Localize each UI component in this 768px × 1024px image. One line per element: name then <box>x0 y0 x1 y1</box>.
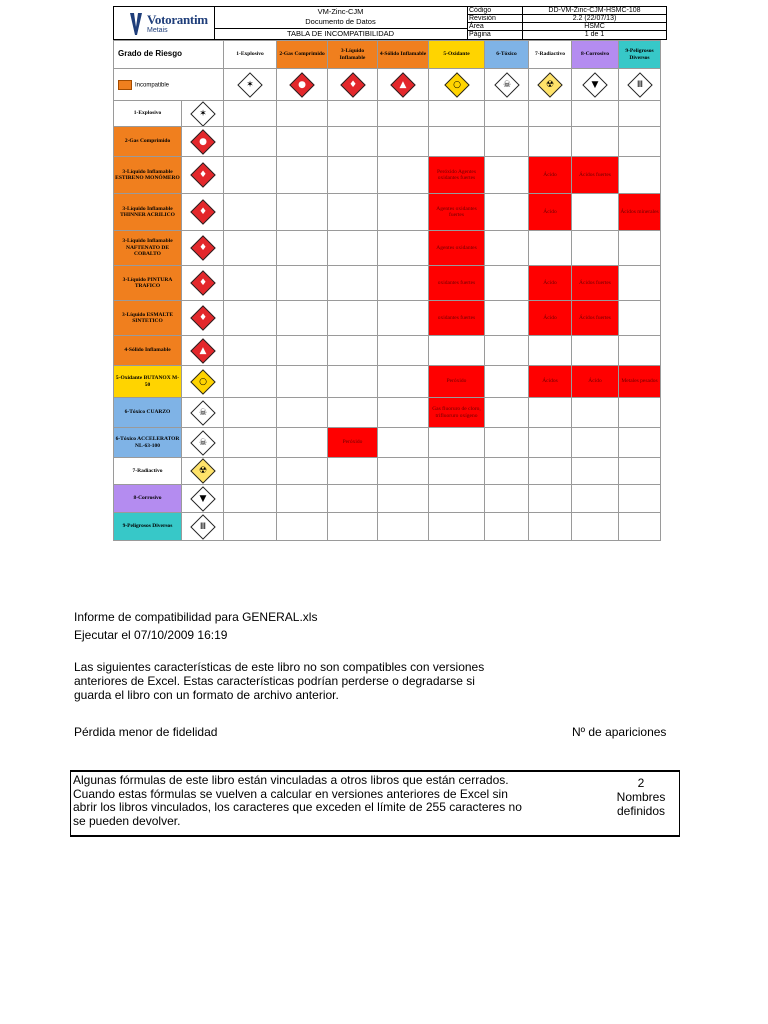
doc-title: TABLA DE INCOMPATIBILIDAD <box>214 28 467 39</box>
row-label: 1-Explosivo <box>114 101 182 127</box>
explosive-icon: ✶ <box>237 72 262 97</box>
grid-cell <box>224 231 277 266</box>
grid-cell <box>328 301 378 336</box>
votorantim-logo-icon <box>130 13 142 35</box>
grid-cell <box>328 336 378 366</box>
table-row <box>114 127 661 157</box>
column-header: 1-Explosivo <box>224 41 277 69</box>
row-label: 3-Líquido PINTURA TRAFICO <box>114 266 182 301</box>
grid-cell <box>485 336 529 366</box>
grid-cell <box>328 194 378 231</box>
meta-value: 2.2 (22/07/13) <box>572 15 617 22</box>
grid-cell <box>529 428 572 458</box>
grid-cell: Ácido <box>529 157 572 194</box>
grid-cell <box>619 101 661 127</box>
grid-cell <box>378 231 429 266</box>
grid-cell <box>277 366 328 398</box>
misc-hazard-icon: Ⅲ <box>627 72 652 97</box>
row-label: 3-Líquido Inflamable NAFTENATO DE COBALTO <box>114 231 182 266</box>
column-icon-cell <box>485 69 529 101</box>
grid-cell <box>378 428 429 458</box>
column-icon-cell <box>429 69 485 101</box>
header-meta <box>467 7 666 39</box>
grid-cell <box>529 336 572 366</box>
grid-cell <box>619 428 661 458</box>
report-intro: Las siguientes características de este libro no son compatibles con versiones anteriores de Excel. Estas características podrían perderse o degradarse si guarda el libro con un formato de archivo anterior. <box>74 660 485 702</box>
row-icon-cell <box>182 127 224 157</box>
grid-cell <box>378 458 429 485</box>
explosive-icon: ✶ <box>190 101 215 126</box>
legend <box>114 69 224 101</box>
row-label: 9-Peligrosos Diversos <box>114 513 182 541</box>
corrosive-icon: ▼ <box>582 72 607 97</box>
grid-cell: Ácidos fuertes <box>572 157 619 194</box>
table-row <box>114 266 661 301</box>
table-row <box>114 336 661 366</box>
row-label: 7-Radiactivo <box>114 458 182 485</box>
grid-cell <box>277 398 328 428</box>
column-header: 7-Radiactivo <box>529 41 572 69</box>
grid-cell <box>619 127 661 157</box>
flammable-liquid-icon: ♦ <box>190 235 215 260</box>
radioactive-icon: ☢ <box>190 458 215 483</box>
grid-cell: oxidantes fuertes <box>429 266 485 301</box>
column-header: 9-Peligrosos Diversos <box>619 41 661 69</box>
column-icon-cell <box>529 69 572 101</box>
header-titles <box>214 7 468 39</box>
grid-cell <box>224 513 277 541</box>
row-label: 6-Tóxico CUARZO <box>114 398 182 428</box>
grid-cell <box>619 266 661 301</box>
grid-cell <box>277 458 328 485</box>
grid-cell <box>619 485 661 513</box>
column-icon-cell <box>378 69 429 101</box>
incompatibility-table <box>113 40 661 541</box>
grid-cell <box>619 513 661 541</box>
grid-cell <box>277 485 328 513</box>
meta-row <box>467 31 666 39</box>
table-row <box>114 485 661 513</box>
grid-cell <box>224 301 277 336</box>
flammable-liquid-icon: ♦ <box>190 162 215 187</box>
grid-cell: Agentes oxidantes fuertes <box>429 194 485 231</box>
grid-cell <box>429 513 485 541</box>
column-header: 4-Sólido Inflamable <box>378 41 429 69</box>
column-header: 8-Corrosivo <box>572 41 619 69</box>
document-header <box>113 6 667 40</box>
flammable-solid-icon: ▲ <box>190 338 215 363</box>
grid-cell <box>429 127 485 157</box>
grid-cell: Gas fluoruro de cloro, trifluoruro oxígeno <box>429 398 485 428</box>
row-icon-cell <box>182 266 224 301</box>
grid-cell <box>619 398 661 428</box>
oxidizer-icon: ○ <box>444 72 469 97</box>
grid-cell <box>485 366 529 398</box>
grid-cell <box>485 301 529 336</box>
grid-cell <box>485 194 529 231</box>
grid-cell <box>224 266 277 301</box>
grid-cell <box>277 428 328 458</box>
grid-cell <box>619 231 661 266</box>
misc-hazard-icon: Ⅲ <box>190 514 215 539</box>
grid-cell <box>429 458 485 485</box>
grid-cell <box>277 157 328 194</box>
gas-icon: ● <box>289 72 314 97</box>
grid-cell: Ácido <box>529 266 572 301</box>
grid-cell <box>277 513 328 541</box>
row-icon-cell <box>182 336 224 366</box>
row-icon-cell <box>182 194 224 231</box>
grid-cell <box>378 157 429 194</box>
issue-text: Algunas fórmulas de este libro están vinculadas a otros libros que están cerrados. Cuando estas fórmulas se vuelven a calcular en versiones anteriores de Excel sin abrir los libros vinculados, los caracteres que exceden el límite de 255 caracteres no se pueden devolver. <box>73 773 522 828</box>
row-icon-cell <box>182 366 224 398</box>
grid-cell <box>328 101 378 127</box>
grid-cell <box>572 458 619 485</box>
grid-cell <box>328 366 378 398</box>
grid-cell <box>378 301 429 336</box>
row-label: 3-Líquido Inflamable THINNER ACRILICO <box>114 194 182 231</box>
grid-cell: Ácidos minerales <box>619 194 661 231</box>
meta-key: Revisión <box>467 15 523 22</box>
grid-cell <box>224 336 277 366</box>
grid-cell <box>277 266 328 301</box>
grid-cell: Ácidos fuertes <box>572 301 619 336</box>
grid-cell <box>328 398 378 428</box>
grid-cell <box>485 157 529 194</box>
grid-cell <box>572 336 619 366</box>
row-label: 4-Sólido Inflamable <box>114 336 182 366</box>
grid-cell <box>328 458 378 485</box>
grid-cell <box>485 398 529 428</box>
grid-cell <box>572 194 619 231</box>
grid-cell <box>529 513 572 541</box>
grid-cell: Ácido <box>529 194 572 231</box>
grid-cell <box>529 231 572 266</box>
grid-cell <box>378 513 429 541</box>
grid-cell <box>328 485 378 513</box>
grid-cell <box>619 157 661 194</box>
grid-cell <box>224 458 277 485</box>
company-sub: Metais <box>147 27 168 34</box>
grid-cell <box>224 366 277 398</box>
grid-cell <box>485 428 529 458</box>
grid-cell <box>378 101 429 127</box>
table-row <box>114 231 661 266</box>
grid-cell <box>572 485 619 513</box>
row-label: 2-Gas Comprimido <box>114 127 182 157</box>
issue-count: 2 <box>637 776 645 790</box>
grid-cell: Ácidos <box>529 366 572 398</box>
grid-cell <box>378 398 429 428</box>
grid-cell: Ácido <box>529 301 572 336</box>
toxic-icon: ☠ <box>190 430 215 455</box>
grid-cell <box>224 127 277 157</box>
grid-cell <box>485 485 529 513</box>
row-label: 3-Líquido ESMALTE SINTETICO <box>114 301 182 336</box>
meta-key: Código <box>467 7 523 14</box>
grid-cell <box>224 157 277 194</box>
doc-code-line: VM-Zinc-CJM <box>317 7 364 16</box>
meta-row <box>467 7 666 15</box>
grid-cell <box>429 336 485 366</box>
row-label: 3-Líquido Inflamable ESTIRENO MONÓMERO <box>114 157 182 194</box>
grid-cell: Ácidos fuertes <box>572 266 619 301</box>
grid-cell <box>277 336 328 366</box>
legend-swatch <box>118 80 132 90</box>
row-label: 8-Corrosivo <box>114 485 182 513</box>
table-row <box>114 398 661 428</box>
toxic-icon: ☠ <box>494 72 519 97</box>
table-row <box>114 366 661 398</box>
grid-cell: Peróxido <box>429 366 485 398</box>
meta-row <box>467 23 666 31</box>
row-label: 5-Oxidante BUTANOX M-50 <box>114 366 182 398</box>
legend-label: Incompatible <box>135 82 170 89</box>
report-run: Ejecutar el 07/10/2009 16:19 <box>74 628 228 642</box>
grid-cell <box>378 336 429 366</box>
grid-cell <box>429 428 485 458</box>
row-icon-cell <box>182 513 224 541</box>
grid-cell <box>529 101 572 127</box>
grid-cell <box>572 398 619 428</box>
grid-cell <box>277 231 328 266</box>
row-icon-cell <box>182 301 224 336</box>
grid-cell: Peróxido <box>328 428 378 458</box>
grid-cell <box>224 398 277 428</box>
grid-cell <box>277 194 328 231</box>
table-row <box>114 157 661 194</box>
column-icon-cell <box>572 69 619 101</box>
table-row <box>114 428 661 458</box>
grid-cell: Ácido <box>572 366 619 398</box>
grid-cell <box>485 101 529 127</box>
grid-cell: Agentes oxidantes <box>429 231 485 266</box>
grid-cell <box>378 194 429 231</box>
table-row <box>114 513 661 541</box>
issue-box <box>70 770 680 837</box>
row-icon-cell <box>182 428 224 458</box>
meta-value: DD-VM-Zinc-CJM-HSMC-108 <box>548 7 641 14</box>
table-row <box>114 301 661 336</box>
column-icon-cell <box>277 69 328 101</box>
grid-cell <box>485 513 529 541</box>
column-icon-cell <box>328 69 378 101</box>
grid-cell <box>328 127 378 157</box>
doc-type: Documento de Datos <box>305 17 376 26</box>
table-row <box>114 101 661 127</box>
grid-cell <box>572 428 619 458</box>
grid-cell <box>529 458 572 485</box>
risk-grade-title: Grado de Riesgo <box>114 41 224 69</box>
grid-cell <box>328 157 378 194</box>
company-logo <box>114 7 215 39</box>
radioactive-icon: ☢ <box>537 72 562 97</box>
toxic-icon: ☠ <box>190 400 215 425</box>
grid-cell <box>277 127 328 157</box>
grid-cell <box>572 127 619 157</box>
issue-location[interactable]: Nombres definidos <box>616 790 666 818</box>
grid-cell <box>378 127 429 157</box>
meta-key: Página <box>467 31 523 39</box>
grid-cell <box>572 101 619 127</box>
grid-cell: Metales pesados <box>619 366 661 398</box>
flammable-liquid-icon: ♦ <box>190 199 215 224</box>
grid-cell <box>378 485 429 513</box>
grid-cell <box>328 513 378 541</box>
row-icon-cell <box>182 101 224 127</box>
grid-cell: Peróxido Agentes oxidantes fuertes <box>429 157 485 194</box>
grid-cell <box>328 231 378 266</box>
grid-cell <box>224 101 277 127</box>
row-icon-cell <box>182 398 224 428</box>
grid-cell <box>529 485 572 513</box>
gas-icon: ● <box>190 129 215 154</box>
section-title: Pérdida menor de fidelidad <box>74 725 218 739</box>
corrosive-icon: ▼ <box>190 486 215 511</box>
grid-cell <box>378 266 429 301</box>
grid-cell <box>485 231 529 266</box>
grid-cell <box>429 101 485 127</box>
column-icon-cell <box>224 69 277 101</box>
meta-value: 1 de 1 <box>584 31 605 38</box>
count-header: Nº de apariciones <box>572 725 667 739</box>
grid-cell <box>572 513 619 541</box>
grid-cell <box>619 458 661 485</box>
issue-count-block <box>601 776 681 818</box>
grid-cell <box>529 127 572 157</box>
company-name: Votorantim <box>147 12 208 27</box>
grid-cell <box>485 127 529 157</box>
grid-cell <box>619 336 661 366</box>
grid-cell <box>277 301 328 336</box>
grid-cell <box>224 485 277 513</box>
flammable-solid-icon: ▲ <box>390 72 415 97</box>
grid-cell <box>619 301 661 336</box>
row-icon-cell <box>182 231 224 266</box>
grid-cell <box>224 194 277 231</box>
grid-cell <box>485 458 529 485</box>
row-icon-cell <box>182 157 224 194</box>
grid-cell <box>224 428 277 458</box>
grid-cell <box>485 266 529 301</box>
grid-cell: oxidantes fuertes <box>429 301 485 336</box>
row-icon-cell <box>182 485 224 513</box>
meta-key: Área <box>467 23 523 30</box>
table-row <box>114 458 661 485</box>
column-header: 6-Tóxico <box>485 41 529 69</box>
meta-row <box>467 15 666 23</box>
flammable-liquid-icon: ♦ <box>340 72 365 97</box>
grid-cell <box>328 266 378 301</box>
grid-cell <box>378 366 429 398</box>
row-label: 6-Tóxico ACCELERATOR NL-63-100 <box>114 428 182 458</box>
table-row <box>114 194 661 231</box>
flammable-liquid-icon: ♦ <box>190 270 215 295</box>
grid-cell <box>429 485 485 513</box>
row-icon-cell <box>182 458 224 485</box>
grid-cell <box>572 231 619 266</box>
column-header: 3-Líquido Inflamable <box>328 41 378 69</box>
grid-cell <box>277 101 328 127</box>
grid-cell <box>529 398 572 428</box>
flammable-liquid-icon: ♦ <box>190 305 215 330</box>
column-header: 5-Oxidante <box>429 41 485 69</box>
meta-value: HSMC <box>584 23 605 30</box>
report-title: Informe de compatibilidad para GENERAL.xls <box>74 610 318 624</box>
column-icon-cell <box>619 69 661 101</box>
oxidizer-icon: ○ <box>190 369 215 394</box>
column-header: 2-Gas Comprimido <box>277 41 328 69</box>
